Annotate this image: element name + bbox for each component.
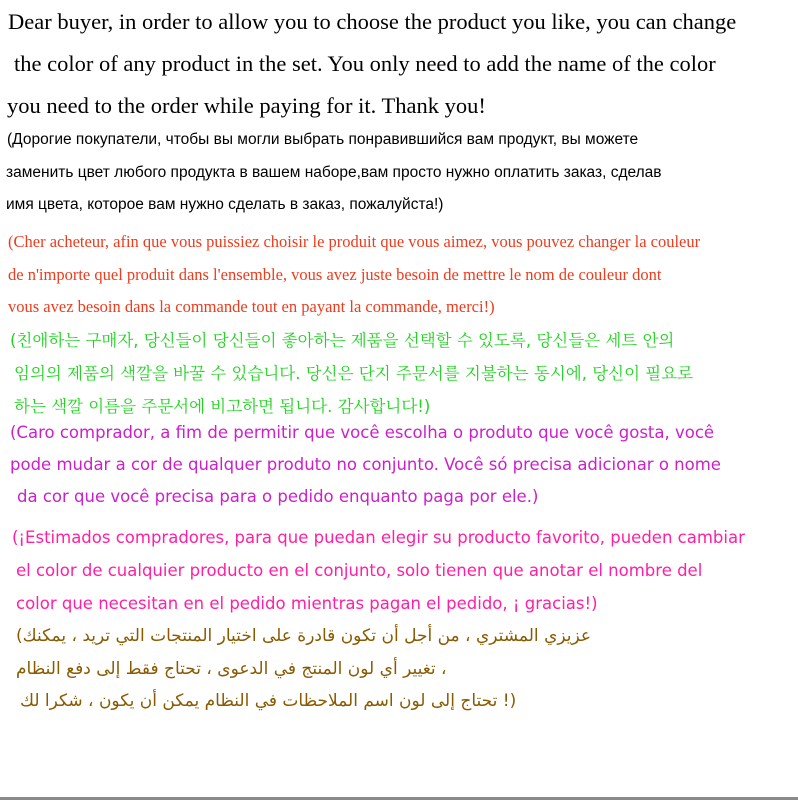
arabic-line-1: (عزيزي المشتري ، من أجل أن تكون قادرة على اختيار المنتجات التي تريد ، يمكنك — [16, 626, 592, 646]
french-line-1: (Cher acheteur, afin que vous puissiez choisir le produit que vous aimez, vous pouvez changer la couleur — [8, 232, 701, 251]
spanish-line-3: color que necesitan en el pedido mientras pagan el pedido, ¡ gracias!) — [16, 594, 598, 613]
korean-line-1: (친애하는 구매자, 당신들이 당신들이 좋아하는 제품을 선택할 수 있도록, 당신들은 세트 안의 — [10, 331, 675, 350]
spanish-line-2: el color de cualquier producto en el conjunto, solo tienen que anotar el nombre del — [16, 561, 703, 580]
french-line-2: de n'importe quel produit dans l'ensemble, vous avez juste besoin de mettre le nom de couleur dont — [8, 265, 662, 284]
russian-line-1: (Дорогие покупатели, чтобы вы могли выбрать понравившийся вам продукт, вы можете — [7, 131, 639, 148]
russian-line-2: заменить цвет любого продукта в вашем наборе,вам просто нужно оплатить заказ, сделав — [6, 164, 662, 181]
portuguese-line-2: pode mudar a cor de qualquer produto no conjunto. Você só precisa adicionar o nome — [10, 455, 721, 474]
russian-line-3: имя цвета, которое вам нужно сделать в заказ, пожалуйста!) — [6, 196, 444, 213]
english-line-2: the color of any product in the set. You only need to add the name of the color — [14, 51, 716, 76]
portuguese-line-3: da cor que você precisa para o pedido enquanto paga por ele.) — [17, 487, 539, 506]
korean-line-2: 임의의 제품의 색깔을 바꿀 수 있습니다. 당신은 단지 주문서를 지불하는 동시에, 당신이 필요로 — [14, 364, 694, 383]
korean-line-3: 하는 색깔 이름을 주문서에 비고하면 됩니다. 감사합니다!) — [14, 397, 431, 416]
english-line-1: Dear buyer, in order to allow you to choose the product you like, you can change — [8, 9, 737, 34]
arabic-line-3: تحتاج إلى لون اسم الملاحظات في النظام يمكن أن يكون ، شكرا لك !) — [20, 691, 517, 711]
french-line-3: vous avez besoin dans la commande tout en payant la commande, merci!) — [8, 297, 495, 316]
arabic-line-2: تغيير أي لون المنتج في الدعوى ، تحتاج فقط إلى دفع النظام ، — [16, 659, 447, 679]
english-line-3: you need to the order while paying for it. Thank you! — [7, 93, 486, 118]
portuguese-line-1: (Caro comprador, a fim de permitir que você escolha o produto que você gosta, você — [10, 423, 715, 442]
spanish-line-1: (¡Estimados compradores, para que puedan elegir su producto favorito, pueden cambiar — [12, 528, 745, 547]
